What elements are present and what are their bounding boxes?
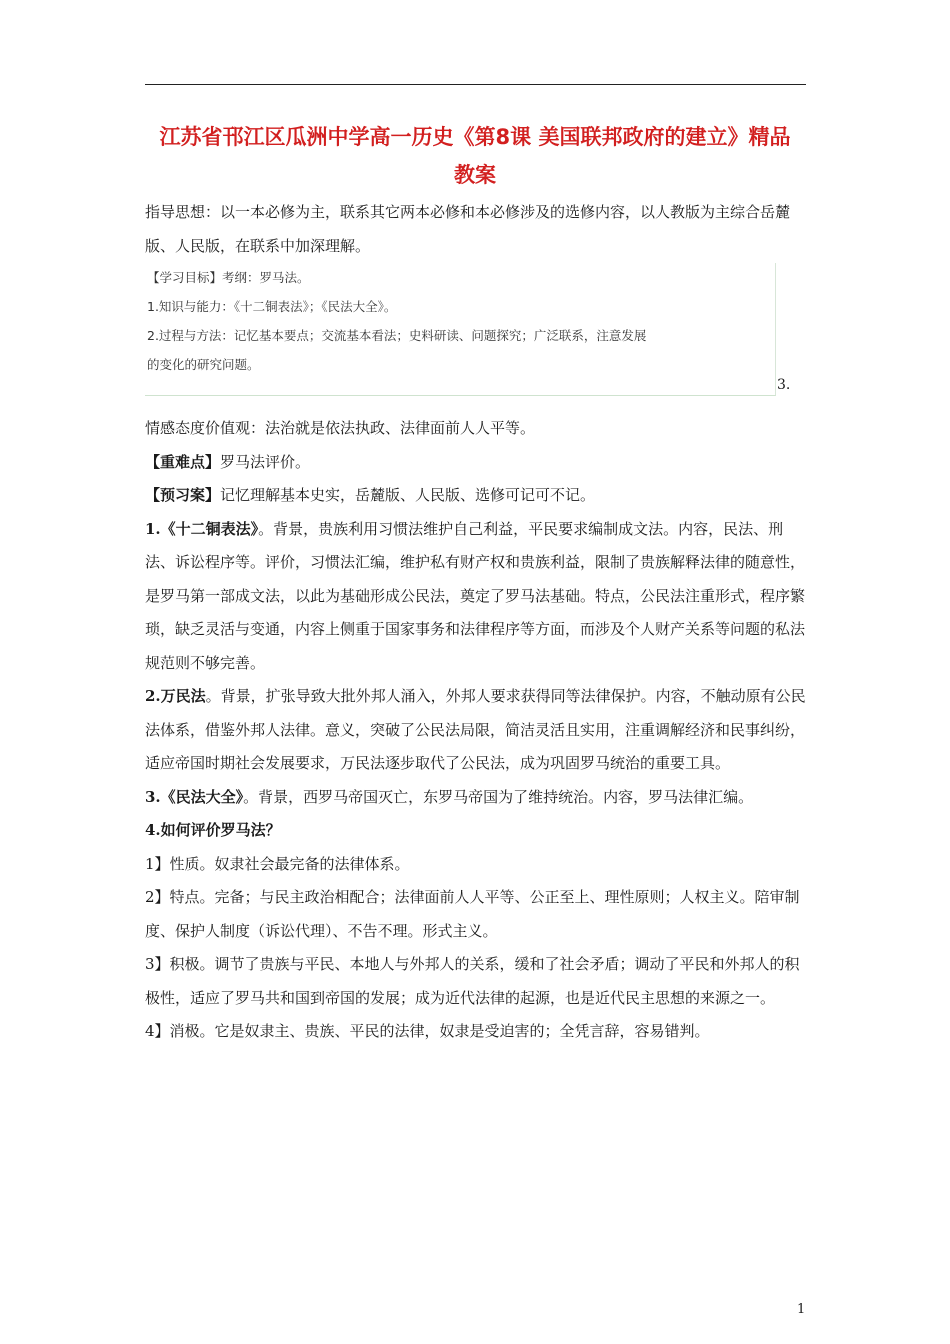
key-paragraph <box>145 446 810 480</box>
preview-text: 记忆理解基本史实，岳麓版、人民版、选修可记可不记。 <box>220 486 596 504</box>
page-number: 1 <box>797 1302 806 1317</box>
title-line-1: 江苏省邗江区瓜洲中学高一历史《第8课 美国联邦政府的建立》精品 <box>159 125 791 149</box>
eval-1-paragraph: 1】性质。奴隶社会最完备的法律体系。 <box>145 854 410 873</box>
item-2-text: 。背景，扩张导致大批外邦人涌入，外邦人要求获得同等法律保护。内容，不触动原有公民法体系，借鉴外邦人法律。意义，突破了公民法局限，简洁灵活且实用，注重调解经济和民事纠纷，适应帝国时期社会发展要求，万民法逐步取代了公民法，成为巩固罗马统治的重要工具。 <box>145 687 806 772</box>
item-3-paragraph <box>145 781 810 815</box>
item-1-text: 。背景，贵族利用习惯法维护自己利益，平民要求编制成文法。内容，民法、刑法、诉讼程序等。评价，习惯法汇编，维护私有财产权和贵族利益，限制了贵族解释法律的随意性，是罗马第一部成文法，以此为基础形成公民法，奠定了罗马法基础。特点，公民法注重形式，程序繁琐，缺乏灵活与变通，内容上侧重于国家事务和法律程序等方面，而涉及个人财产关系等问题的私法规范则不够完善。 <box>145 519 806 672</box>
preview-paragraph <box>145 479 810 513</box>
item-3-label: 3.《民法大全》 <box>145 787 244 806</box>
preview-label: 【预习案】 <box>145 486 221 504</box>
eval-4-paragraph: 4】消极。它是奴隶主、贵族、平民的法律，奴隶是受迫害的；全凭言辞，容易错判。 <box>145 1022 710 1040</box>
item-1-label: 1.《十二铜表法》 <box>145 519 259 538</box>
key-text: 罗马法评价。 <box>220 452 311 471</box>
item-4-label: 4.如何评价罗马法？ <box>145 821 281 839</box>
goals-line: 1.知识与能力：《十二铜表法》；《民法大全》。 <box>147 299 397 314</box>
goals-line: 的变化的研究问题。 <box>147 357 260 372</box>
guide-paragraph: 指导思想：以一本必修为主，联系其它两本必修和本必修涉及的选修内容，以人教版为主综合岳麓版、人民版，在联系中加深理解。 <box>145 203 791 255</box>
item-2-paragraph <box>145 680 810 781</box>
goals-line: 【学习目标】考纲：罗马法。 <box>147 270 310 285</box>
document-title <box>120 118 830 194</box>
item-1-paragraph <box>145 513 810 681</box>
goals-item-number: 3. <box>777 377 791 393</box>
item-3-text: 。背景，西罗马帝国灭亡，东罗马帝国为了维持统治。内容，罗马法律汇编。 <box>243 787 754 806</box>
item-2-label: 2.万民法 <box>145 687 206 705</box>
document-body <box>145 196 810 1049</box>
header-rule <box>145 84 806 85</box>
key-label: 【重难点】 <box>145 452 221 471</box>
title-line-2: 教案 <box>454 163 496 187</box>
item-4-heading <box>145 814 810 848</box>
emotion-paragraph: 情感态度价值观：法治就是依法执政、法律面前人人平等。 <box>145 419 536 437</box>
learning-goals-image <box>145 263 791 396</box>
eval-3-paragraph: 3】积极。调节了贵族与平民、本地人与外邦人的关系，缓和了社会矛盾；调动了平民和外邦人的积极性，适应了罗马共和国到帝国的发展；成为近代法律的起源，也是近代民主思想的来源之一。 <box>145 955 800 1007</box>
eval-2-paragraph: 2】特点。完备；与民主政治相配合；法律面前人人平等、公正至上、理性原则；人权主义。陪审制度、保护人制度（诉讼代理）、不告不理。形式主义。 <box>145 888 800 940</box>
goals-line: 2.过程与方法：记忆基本要点；交流基本看法；史料研读、问题探究；广泛联系，注意发展 <box>147 328 647 343</box>
